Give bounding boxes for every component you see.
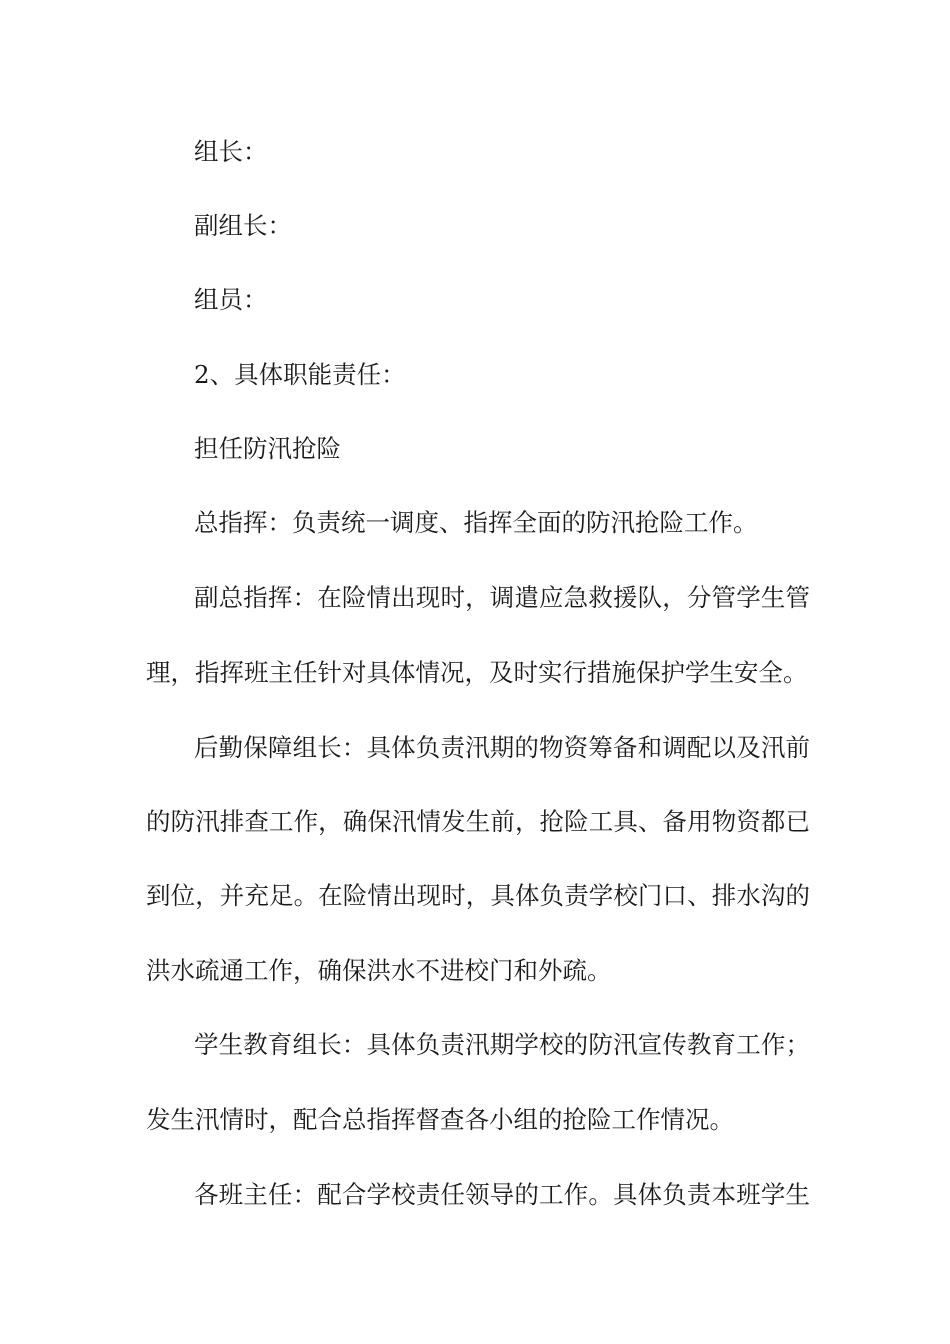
paragraph-logistics-line-3: 到位，并充足。在险情出现时，具体负责学校门口、排水沟的 — [146, 881, 810, 910]
paragraph-deputy-commander-line-2: 理，指挥班主任针对具体情况，及时实行措施保护学生安全。 — [146, 658, 808, 687]
paragraph-logistics-line-2: 的防汛排查工作，确保汛情发生前，抢险工具、备用物资都已 — [146, 807, 810, 836]
text-line-group-leader: 组长： — [194, 137, 268, 166]
paragraph-education-line-1: 学生教育组长：具体负责汛期学校的防汛宣传教育工作； — [194, 1030, 810, 1059]
paragraph-logistics-line-1: 后勤保障组长：具体负责汛期的物资筹备和调配以及汛前 — [194, 733, 810, 762]
paragraph-education-line-2: 发生汛情时，配合总指挥督查各小组的抢险工作情况。 — [146, 1105, 734, 1134]
paragraph-class-teachers-line-1: 各班主任：配合学校责任领导的工作。具体负责本班学生 — [194, 1180, 810, 1209]
text-line-deputy-leader: 副组长： — [194, 211, 292, 240]
text-line-members: 组员： — [194, 285, 268, 314]
paragraph-deputy-commander-line-1: 副总指挥：在险情出现时，调遣应急救援队，分管学生管 — [194, 583, 810, 612]
paragraph-chief-commander: 总指挥：负责统一调度、指挥全面的防汛抢险工作。 — [194, 508, 758, 537]
paragraph-logistics-line-4: 洪水疏通工作，确保洪水不进校门和外疏。 — [146, 956, 612, 985]
section-heading-duties: 2、具体职能责任： — [194, 360, 406, 389]
text-line-flood-rescue: 担任防汛抢险 — [194, 434, 341, 463]
